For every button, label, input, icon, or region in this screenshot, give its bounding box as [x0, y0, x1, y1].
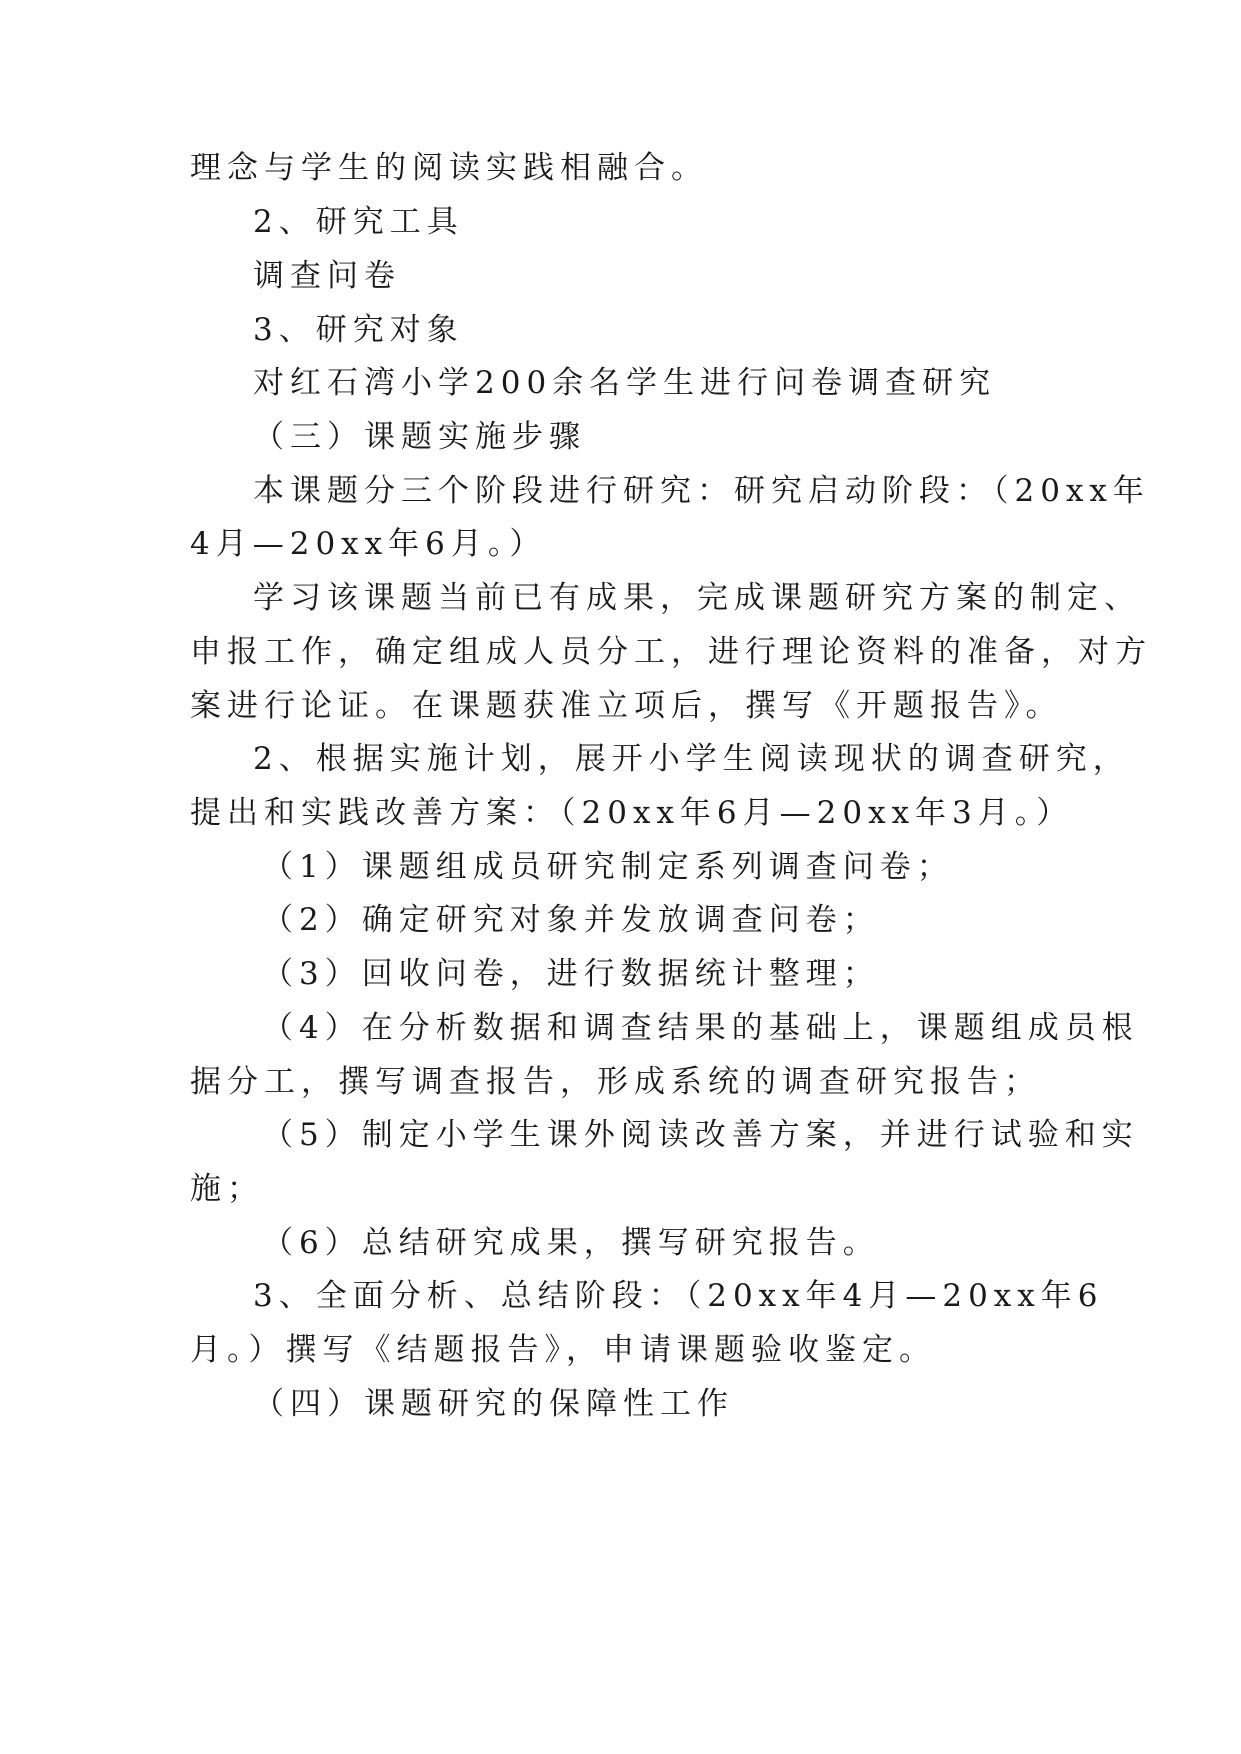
paragraph-line: 对红石湾小学200余名学生进行问卷调查研究 [253, 365, 997, 401]
paragraph-line: 2、根据实施计划，展开小学生阅读现状的调查研究， [253, 741, 1130, 777]
list-item: （4）在分析数据和调查结果的基础上，课题组成员根 [262, 1010, 1139, 1046]
list-item: （5）制定小学生课外阅读改善方案，并进行试验和实 [262, 1117, 1139, 1153]
paragraph-line: 提出和实践改善方案：（20xx年6月—20xx年3月。） [190, 795, 1074, 831]
list-item: （1）课题组成员研究制定系列调查问卷； [262, 849, 954, 885]
paragraph-line: 案进行论证。在课题获准立项后，撰写《开题报告》。 [190, 688, 1063, 724]
section-heading: （四）课题研究的保障性工作 [253, 1386, 734, 1422]
paragraph-line: 申报工作，确定组成人员分工，进行理论资料的准备，对方 [190, 634, 1152, 670]
paragraph-line: 月。）撰写《结题报告》，申请课题验收鉴定。 [190, 1332, 936, 1368]
paragraph-line: 学习该课题当前已有成果，完成课题研究方案的制定、 [253, 580, 1141, 616]
paragraph-line: 3、全面分析、总结阶段：（20xx年4月—20xx年6 [253, 1278, 1104, 1314]
paragraph-line: 据分工，撰写调查报告，形成系统的调查研究报告； [190, 1064, 1041, 1100]
paragraph-line: 本课题分三个阶段进行研究：研究启动阶段：（20xx年 [253, 473, 1150, 509]
list-item: （2）确定研究对象并发放调查问卷； [262, 902, 880, 938]
list-item: （3）回收问卷，进行数据统计整理； [262, 956, 880, 992]
section-heading: （三）课题实施步骤 [253, 419, 586, 455]
paragraph-line: 施； [190, 1171, 264, 1207]
paragraph-line: 4月—20xx年6月。） [190, 526, 547, 562]
paragraph-line: 调查问卷 [253, 258, 401, 294]
section-heading: 2、研究工具 [253, 204, 464, 240]
paragraph-line: 理念与学生的阅读实践相融合。 [190, 150, 708, 186]
section-heading: 3、研究对象 [253, 312, 464, 348]
list-item: （6）总结研究成果，撰写研究报告。 [262, 1225, 880, 1261]
